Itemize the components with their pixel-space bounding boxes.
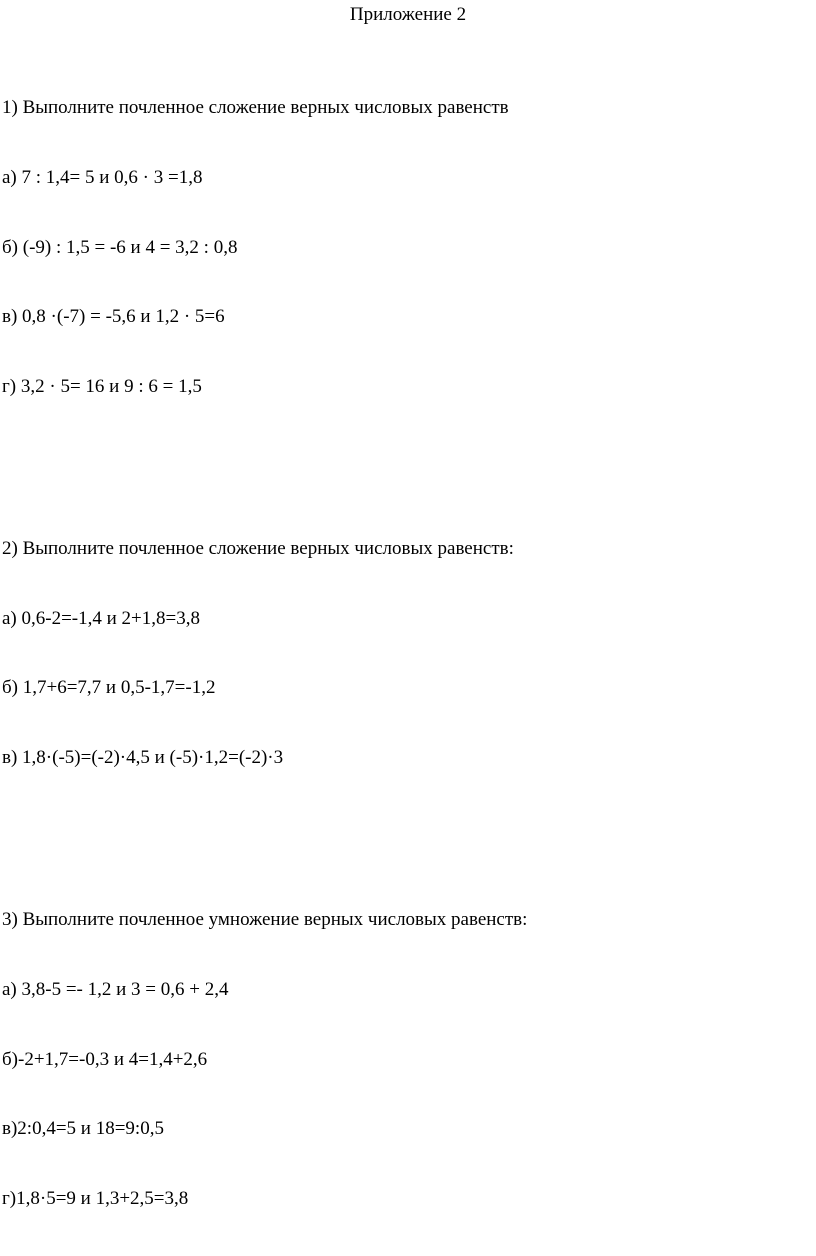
- section-2-heading: 2) Выполните почленное сложение верных числовых равенств:: [2, 538, 514, 560]
- section-1-item-c: в) 0,8 ·(-7) = -5,6 и 1,2 · 5=6: [2, 306, 225, 328]
- section-3-item-d: г)1,8·5=9 и 1,3+2,5=3,8: [2, 1187, 189, 1209]
- section-1-item-b: б) (-9) : 1,5 = -6 и 4 = 3,2 : 0,8: [2, 236, 238, 258]
- section-3-heading: 3) Выполните почленное умножение верных числовых равенств:: [2, 909, 528, 931]
- section-2-item-b: б) 1,7+6=7,7 и 0,5-1,7=-1,2: [2, 677, 216, 699]
- section-1-heading: 1) Выполните почленное сложение верных числовых равенств: [2, 97, 509, 119]
- section-2-item-c: в) 1,8·(-5)=(-2)·4,5 и (-5)·1,2=(-2)·3: [2, 746, 284, 768]
- section-2-item-a: а) 0,6-2=-1,4 и 2+1,8=3,8: [2, 607, 200, 629]
- section-3-item-a: а) 3,8-5 =- 1,2 и 3 = 0,6 + 2,4: [2, 978, 229, 1000]
- section-3-item-c: в)2:0,4=5 и 18=9:0,5: [2, 1118, 164, 1140]
- exercise-list: [2, 50, 527, 1256]
- section-1-item-d: г) 3,2 · 5= 16 и 9 : 6 = 1,5: [2, 375, 202, 397]
- page-title: Приложение 2: [349, 4, 467, 25]
- section-1-item-a: а) 7 : 1,4= 5 и 0,6 · 3 =1,8: [2, 167, 203, 188]
- section-spacer: [2, 816, 527, 839]
- section-3-item-b: б)-2+1,7=-0,3 и 4=1,4+2,6: [2, 1048, 208, 1070]
- section-spacer: [2, 444, 527, 467]
